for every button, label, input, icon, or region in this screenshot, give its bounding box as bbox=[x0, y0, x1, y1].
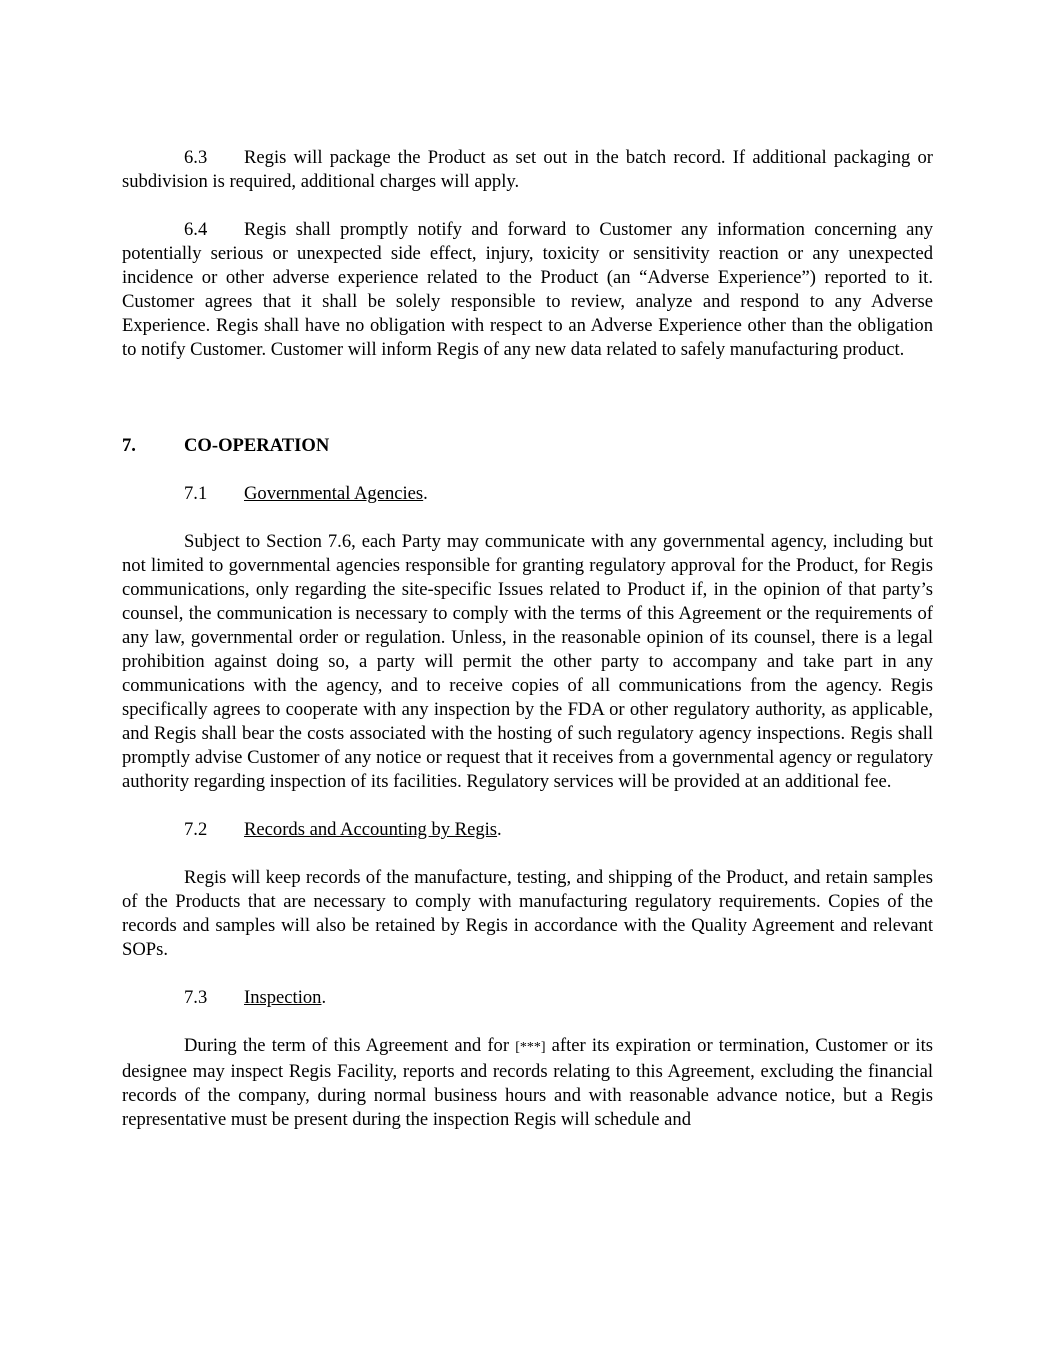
section-7-1-heading bbox=[122, 482, 933, 506]
section-7-2-number: 7.2 bbox=[184, 819, 208, 840]
section-7-2-heading bbox=[122, 818, 933, 842]
section-7-1-text: Subject to Section 7.6, each Party may communicate with any governmental agency, including but not limited to governmental agencies responsible for granting regulatory approval for the Product, for Regis communications, only regarding the site-specific Issues related to Product if, in the opinion of that party’s counsel, the communication is necessary to comply with the terms of this Agreement or the requirements of any law, governmental order or regulation. Unless, in the reasonable opinion of its counsel, there is a legal prohibition against doing so, a party will permit the other party to accompany and take part in any communications with the agency, and to receive copies of all communications from the agency. Regis specifically agrees to cooperate with any inspection by the FDA or other regulatory authority, as applicable, and Regis shall bear the costs associated with the hosting of such regulatory agency inspections. Regis shall promptly advise Customer of any notice or request that it receives from a governmental agency or regulatory authority regarding inspection of its facilities. Regulatory services will be provided at an additional fee. bbox=[122, 531, 933, 792]
section-6-4-paragraph bbox=[122, 218, 933, 362]
section-7-heading bbox=[122, 434, 933, 458]
section-7-3-text-after: after its expiration or termination, Customer or its designee may inspect Regis Facility, reports and records relating to this Agreement, excluding the financial records of the company, during normal business hours and with reasonable advance notice, but a Regis representative must be present during the inspection Regis will schedule and bbox=[122, 1035, 933, 1130]
section-6-3-paragraph bbox=[122, 146, 933, 194]
section-7-2-text: Regis will keep records of the manufacture, testing, and shipping of the Product, and retain samples of the Products that are necessary to comply with manufacturing regulatory requirements. Copies of the records and samples will also be retained by Regis in accordance with the Quality Agreement and relevant SOPs. bbox=[122, 867, 933, 960]
section-7-1-punct: . bbox=[423, 483, 428, 504]
section-7-3-heading bbox=[122, 986, 933, 1010]
section-7-1-number: 7.1 bbox=[184, 483, 208, 504]
section-6-4-number: 6.4 bbox=[184, 219, 208, 240]
section-6-4-text: Regis shall promptly notify and forward to Customer any information concerning any potentially serious or unexpected side effect, injury, toxicity or sensitivity reaction or any unexpected incidence or other adverse experience related to the Product (an “Adverse Experience”) reported to it. Customer agrees that it shall be solely responsible to review, analyze and respond to any Adverse Experience. Regis shall have no obligation with respect to an Adverse Experience other than the obligation to notify Customer. Customer will inform Regis of any new data related to safely manufacturing product. bbox=[122, 219, 933, 360]
section-7-3-title: Inspection bbox=[244, 987, 322, 1008]
section-7-2-title: Records and Accounting by Regis bbox=[244, 819, 498, 840]
redaction-marker: [***] bbox=[515, 1040, 546, 1055]
section-6-3-text: Regis will package the Product as set out in the batch record. If additional packaging or subdivision is required, additional charges will apply. bbox=[122, 147, 933, 192]
section-7-2-punct: . bbox=[497, 819, 502, 840]
section-7-3-text-before: During the term of this Agreement and for bbox=[184, 1035, 516, 1056]
section-7-3-paragraph bbox=[122, 1034, 933, 1132]
section-7-3-number: 7.3 bbox=[184, 987, 208, 1008]
section-7-1-title: Governmental Agencies bbox=[244, 483, 424, 504]
section-6-3-number: 6.3 bbox=[184, 147, 208, 168]
document-page bbox=[122, 146, 933, 1132]
section-7-title: CO-OPERATION bbox=[184, 435, 330, 456]
section-7-number: 7. bbox=[122, 435, 136, 456]
section-7-3-punct: . bbox=[321, 987, 327, 1008]
